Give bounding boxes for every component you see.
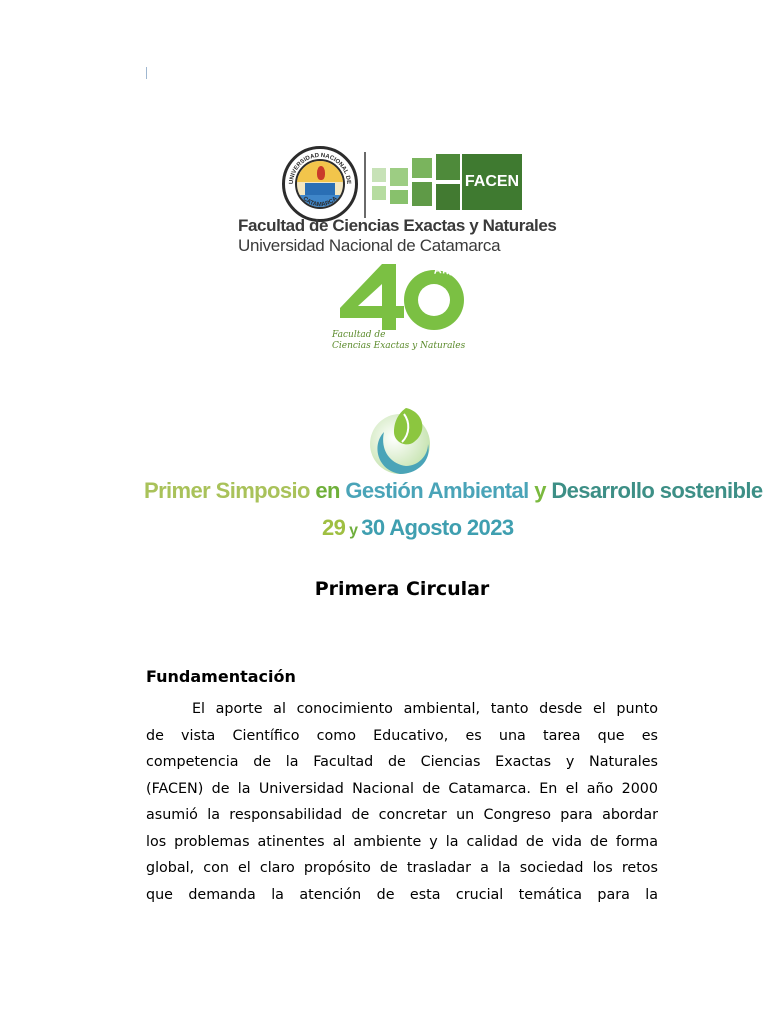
logo-square (390, 168, 408, 186)
body-line: que demanda la atención de esta crucial temática para la (146, 886, 658, 903)
logo-square (412, 158, 432, 178)
logo-square (412, 182, 432, 206)
facen-wordmark: FACEN (462, 154, 522, 210)
svg-text:UNIVERSIDAD NACIONAL DE: UNIVERSIDAD NACIONAL DE (288, 152, 352, 185)
body-line: global, con el claro propósito de trasladar a la sociedad los retos (146, 860, 658, 876)
svg-text:Aniversario: Aniversario (433, 264, 476, 316)
logo-square (390, 190, 408, 204)
symposium-emblem-logo (366, 404, 438, 478)
facen-header-logo (232, 140, 568, 260)
anniversary-caption: Facultad de Ciencias Exactas y Naturales (332, 330, 466, 351)
body-line: competencia de la Facultad de Ciencias Exactas y Naturales (146, 754, 658, 770)
anniversary-logo (330, 262, 480, 358)
text-cursor-mark (146, 67, 147, 79)
logo-square (372, 186, 386, 200)
document-title: Primera Circular (314, 578, 490, 600)
logo-divider (364, 152, 366, 218)
anniversary-40-graphic (330, 262, 480, 332)
logo-square (372, 168, 386, 182)
symposium-date: 29 y 30 Agosto 2023 (322, 515, 514, 540)
body-line: los problemas atinentes al ambiente y la calidad de vida de forma (146, 833, 658, 850)
faculty-name: Facultad de Ciencias Exactas y Naturales (238, 216, 557, 235)
body-line: asumió la responsabilidad de concretar un Congreso para abordar (146, 807, 658, 823)
section-heading: Fundamentación (146, 667, 296, 686)
logo-square (436, 154, 460, 180)
body-line: El aporte al conocimiento ambiental, tanto desde el punto (192, 701, 658, 717)
university-seal-logo (282, 146, 358, 222)
body-paragraph (146, 696, 658, 908)
body-line: de vista Científico como Educativo, es una tarea que es (146, 727, 658, 744)
seal-ring-text (285, 149, 355, 219)
logo-square (436, 184, 460, 210)
body-line: (FACEN) de la Universidad Nacional de Catamarca. En el año 2000 (146, 780, 658, 797)
symposium-title: Primer Simposio en Gestión Ambiental y Desarrollo sostenible (144, 478, 763, 503)
svg-text:CATAMARCA: CATAMARCA (301, 195, 339, 209)
university-name: Universidad Nacional de Catamarca (238, 236, 501, 255)
